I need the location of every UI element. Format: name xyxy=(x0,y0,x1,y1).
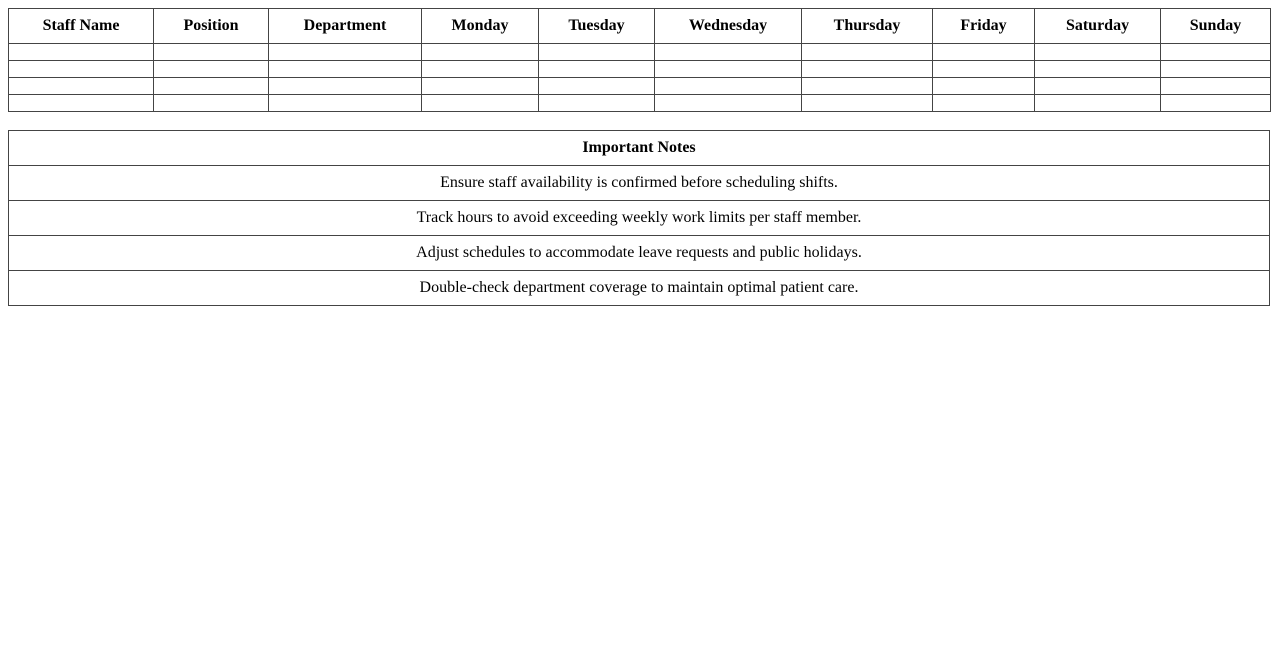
schedule-row xyxy=(9,78,1271,95)
schedule-cell[interactable] xyxy=(269,44,422,61)
schedule-cell[interactable] xyxy=(802,44,933,61)
notes-title: Important Notes xyxy=(9,131,1270,166)
schedule-cell[interactable] xyxy=(9,61,154,78)
schedule-cell[interactable] xyxy=(9,95,154,112)
schedule-cell[interactable] xyxy=(154,95,269,112)
schedule-cell[interactable] xyxy=(269,78,422,95)
schedule-cell[interactable] xyxy=(1035,95,1161,112)
schedule-cell[interactable] xyxy=(422,78,539,95)
schedule-cell[interactable] xyxy=(655,78,802,95)
schedule-cell[interactable] xyxy=(539,78,655,95)
column-header-position: Position xyxy=(154,9,269,44)
schedule-cell[interactable] xyxy=(1035,78,1161,95)
schedule-cell[interactable] xyxy=(9,78,154,95)
schedule-cell[interactable] xyxy=(539,95,655,112)
column-header-friday: Friday xyxy=(933,9,1035,44)
schedule-row xyxy=(9,95,1271,112)
schedule-cell[interactable] xyxy=(802,78,933,95)
note-row xyxy=(9,236,1270,271)
schedule-cell[interactable] xyxy=(1161,44,1271,61)
schedule-cell[interactable] xyxy=(655,61,802,78)
schedule-cell[interactable] xyxy=(539,44,655,61)
column-header-saturday: Saturday xyxy=(1035,9,1161,44)
schedule-cell[interactable] xyxy=(655,44,802,61)
column-header-department: Department xyxy=(269,9,422,44)
schedule-cell[interactable] xyxy=(802,61,933,78)
note-item: Ensure staff availability is confirmed before scheduling shifts. xyxy=(9,166,1270,201)
schedule-row xyxy=(9,44,1271,61)
note-row xyxy=(9,201,1270,236)
note-item: Double-check department coverage to maintain optimal patient care. xyxy=(9,271,1270,306)
schedule-cell[interactable] xyxy=(422,95,539,112)
schedule-cell[interactable] xyxy=(154,44,269,61)
column-header-monday: Monday xyxy=(422,9,539,44)
schedule-cell[interactable] xyxy=(1161,78,1271,95)
schedule-cell[interactable] xyxy=(1035,61,1161,78)
schedule-cell[interactable] xyxy=(154,61,269,78)
note-row xyxy=(9,166,1270,201)
note-item: Track hours to avoid exceeding weekly work limits per staff member. xyxy=(9,201,1270,236)
notes-header-row xyxy=(9,131,1270,166)
schedule-cell[interactable] xyxy=(933,44,1035,61)
schedule-cell[interactable] xyxy=(1035,44,1161,61)
schedule-cell[interactable] xyxy=(269,61,422,78)
column-header-thursday: Thursday xyxy=(802,9,933,44)
column-header-wednesday: Wednesday xyxy=(655,9,802,44)
schedule-row xyxy=(9,61,1271,78)
schedule-cell[interactable] xyxy=(802,95,933,112)
column-header-staff-name: Staff Name xyxy=(9,9,154,44)
schedule-cell[interactable] xyxy=(539,61,655,78)
schedule-cell[interactable] xyxy=(933,95,1035,112)
schedule-cell[interactable] xyxy=(1161,95,1271,112)
note-item: Adjust schedules to accommodate leave requests and public holidays. xyxy=(9,236,1270,271)
schedule-cell[interactable] xyxy=(933,61,1035,78)
schedule-cell[interactable] xyxy=(422,61,539,78)
schedule-cell[interactable] xyxy=(1161,61,1271,78)
note-row xyxy=(9,271,1270,306)
column-header-sunday: Sunday xyxy=(1161,9,1271,44)
schedule-cell[interactable] xyxy=(154,78,269,95)
schedule-body xyxy=(9,44,1271,112)
column-header-tuesday: Tuesday xyxy=(539,9,655,44)
schedule-cell[interactable] xyxy=(9,44,154,61)
important-notes-table xyxy=(8,130,1270,306)
schedule-cell[interactable] xyxy=(655,95,802,112)
schedule-cell[interactable] xyxy=(422,44,539,61)
staff-schedule-table xyxy=(8,8,1271,112)
schedule-header-row xyxy=(9,9,1271,44)
schedule-cell[interactable] xyxy=(269,95,422,112)
schedule-cell[interactable] xyxy=(933,78,1035,95)
